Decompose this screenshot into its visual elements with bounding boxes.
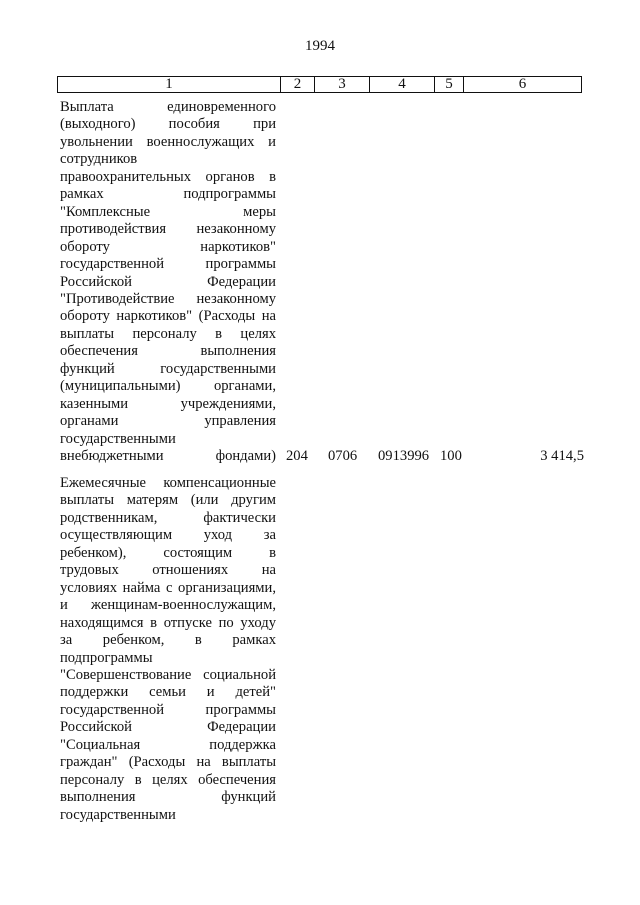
target-article-code: 0913996 [378, 448, 430, 464]
column-header-2: 2 [281, 77, 315, 93]
row-description: Ежемесячные компенсационные выплаты матерям (или другим родственникам, фактически осуществляющим уход за ребенком), состоящим в трудовых отношениях на условиях найма с организациями, и женщинам-военнослужащим, находящимся в отпуске по уходу за ребенком, в рамках подпрограммы "Совершенствование социальной поддержки семьи и детей" государственной программы Российской Федерации "Социальная поддержка граждан" (Расходы на выплаты персоналу в целях обеспечения выполнения функций государственными [60, 475, 276, 823]
column-header-4: 4 [370, 77, 435, 93]
page-number: 1994 [305, 38, 335, 54]
expense-type-code: 100 [440, 448, 462, 464]
amount-value: 3 414,5 [540, 448, 584, 464]
section-code: 0706 [328, 448, 358, 464]
table-header [57, 76, 582, 93]
column-header-6: 6 [464, 77, 582, 93]
ministry-code: 204 [286, 448, 308, 464]
column-header-5: 5 [435, 77, 464, 93]
column-header-3: 3 [315, 77, 370, 93]
table-row [60, 475, 588, 823]
row-description: Выплата единовременного (выходного) пособия при увольнении военнослужащих и сотрудников правоохранительных органов в рамках подпрограммы "Комплексные меры противодействия незаконному обороту наркотиков" государственной программы Российской Федерации "Противодействие незаконному обороту наркотиков" (Расходы на выплаты персоналу в целях обеспечения выполнения функций государственными (муниципальными) органами, казенными учреждениями, органами управления государственными внебюджетными фондами) [60, 99, 276, 465]
table-row [60, 99, 588, 469]
header-row [58, 77, 582, 93]
column-header-1: 1 [58, 77, 281, 93]
